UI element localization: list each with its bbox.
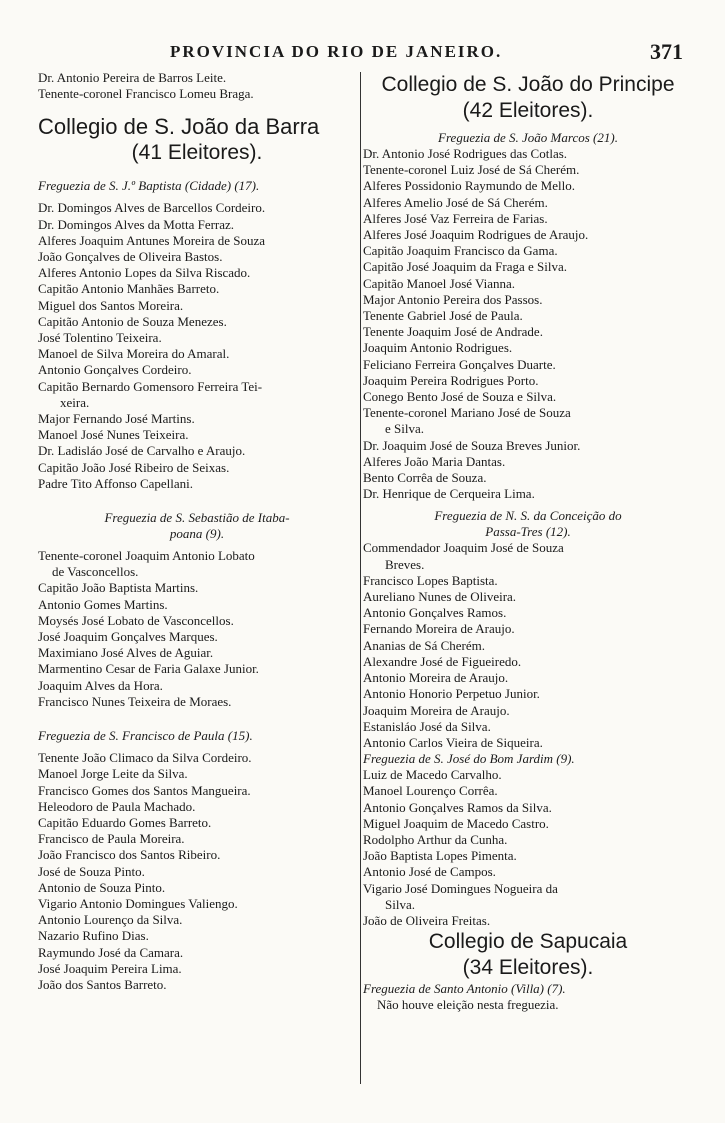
list-item: Dr. Joaquim José de Souza Breves Junior. — [363, 437, 581, 453]
elector-list — [363, 540, 693, 751]
elector-list — [38, 750, 356, 993]
parish-heading: Freguezia de S. João Marcos (21). — [438, 130, 618, 145]
list-item: José de Souza Pinto. — [38, 863, 145, 879]
list-item: João Gonçalves de Oliveira Bastos. — [38, 249, 223, 265]
list-item: Fernando Moreira de Araujo. — [363, 621, 515, 637]
list-item: Major Fernando José Martins. — [38, 411, 195, 427]
list-item: Commendador Joaquim José de Souza — [363, 540, 564, 556]
list-item: Marmentino Cesar de Faria Galaxe Junior. — [38, 661, 259, 677]
list-item: Silva. — [385, 896, 415, 912]
list-item: Dr. Domingos Alves da Motta Ferraz. — [38, 216, 235, 232]
list-item: Antonio Gonçalves Ramos da Silva. — [363, 799, 552, 815]
list-item: Major Antonio Pereira dos Passos. — [363, 291, 543, 307]
list-item: Antonio Carlos Vieira de Siqueira. — [363, 734, 543, 750]
list-item: Capitão Antonio de Souza Menezes. — [38, 313, 227, 329]
list-item: Alferes Joaquim Antunes Moreira de Souza — [38, 232, 266, 248]
list-item: e Silva. — [385, 421, 424, 437]
parish-heading: Freguezia de S. José do Bom Jardim (9). — [363, 751, 575, 767]
list-item: Alferes Amelio José de Sá Cherém. — [363, 194, 548, 210]
parish-heading: Freguezia de N. S. da Conceição do — [434, 508, 622, 524]
list-item: Tenente-coronel Mariano José de Souza — [363, 405, 571, 421]
list-item: Alferes Antonio Lopes da Silva Riscado. — [38, 265, 251, 281]
list-item: Manoel Jorge Leite da Silva. — [38, 766, 188, 782]
list-item: Nazario Rufino Dias. — [38, 928, 149, 944]
list-item: Tenente-coronel Joaquim Antonio Lobato — [38, 548, 255, 564]
list-item: Estanisláo José da Silva. — [363, 718, 491, 734]
list-item: Breves. — [385, 556, 425, 572]
list-item: Tenente-coronel Luiz José de Sá Cherém. — [363, 162, 580, 178]
list-item: Heleodoro de Paula Machado. — [38, 798, 196, 814]
list-item: Alferes José Joaquim Rodrigues de Araujo. — [363, 227, 589, 243]
list-item: Antonio de Souza Pinto. — [38, 879, 166, 895]
list-item: Padre Tito Affonso Capellani. — [38, 475, 194, 491]
list-item: Alexandre José de Figueiredo. — [363, 653, 522, 669]
text-line: Tenente-coronel Francisco Lomeu Braga. — [38, 86, 254, 102]
parish-heading: Freguezia de S. Sebastião de Itaba- — [104, 510, 290, 526]
list-item: Aureliano Nunes de Oliveira. — [363, 589, 517, 605]
page-header — [0, 39, 725, 68]
list-item: Moysés José Lobato de Vasconcellos. — [38, 612, 234, 628]
left-column — [38, 70, 356, 993]
list-item: Francisco Nunes Teixeira de Moraes. — [38, 693, 232, 709]
list-item: José Joaquim Pereira Lima. — [38, 960, 182, 976]
list-item: Joaquim Moreira de Araujo. — [363, 702, 510, 718]
list-item: Tenente João Climaco da Silva Cordeiro. — [38, 750, 252, 766]
list-item: Conego Bento José de Souza e Silva. — [363, 389, 557, 405]
list-item: José Joaquim Gonçalves Marques. — [38, 629, 218, 645]
list-item: Joaquim Alves da Hora. — [38, 677, 163, 693]
parish-heading-cont: poana (9). — [169, 526, 225, 542]
list-item: Feliciano Ferreira Gonçalves Duarte. — [363, 356, 556, 372]
list-item: Capitão João Baptista Martins. — [38, 580, 199, 596]
list-item: Não houve eleição nesta freguezia. — [377, 997, 559, 1013]
college-electors: (42 Eleitores). — [462, 99, 594, 122]
list-item: xeira. — [60, 394, 90, 410]
parish-heading: Freguezia de Santo Antonio (Villa) (7). — [363, 981, 566, 997]
list-item: Antonio José de Campos. — [363, 864, 496, 880]
list-item: Alferes Possidonio Raymundo de Mello. — [363, 178, 575, 194]
list-item: Antonio Lourenço da Silva. — [38, 912, 183, 928]
college-heading: Collegio de Sapucaia — [428, 930, 628, 954]
college-electors: (34 Eleitores). — [462, 956, 594, 980]
list-item: Francisco Lopes Baptista. — [363, 572, 498, 588]
list-item: Capitão Joaquim Francisco da Gama. — [363, 243, 558, 259]
list-item: de Vasconcellos. — [52, 564, 139, 580]
list-item: Ananias de Sá Cherém. — [363, 637, 486, 653]
list-item: Tenente Joaquim José de Andrade. — [363, 324, 543, 340]
list-item: Capitão João José Ribeiro de Seixas. — [38, 459, 230, 475]
list-item: Alferes João Maria Dantas. — [363, 453, 506, 469]
list-item: Joaquim Pereira Rodrigues Porto. — [363, 372, 539, 388]
list-item: Maximiano José Alves de Aguiar. — [38, 645, 214, 661]
list-item: Tenente Gabriel José de Paula. — [363, 308, 523, 324]
list-item: Miguel Joaquim de Macedo Castro. — [363, 815, 549, 831]
list-item: Luiz de Macedo Carvalho. — [363, 767, 502, 783]
list-item: Capitão Antonio Manhães Barreto. — [38, 281, 220, 297]
list-item: Dr. Henrique de Cerqueira Lima. — [363, 486, 535, 502]
list-item: Francisco de Paula Moreira. — [38, 831, 185, 847]
elector-list — [38, 200, 356, 492]
list-item: Dr. Ladisláo José de Carvalho e Araujo. — [38, 443, 246, 459]
list-item: João Francisco dos Santos Ribeiro. — [38, 847, 221, 863]
college-heading: Collegio de S. João da Barra — [38, 114, 320, 140]
list-item: Capitão Bernardo Gomensoro Ferreira Tei- — [38, 378, 263, 394]
parish-heading-cont: Passa-Tres (12). — [485, 524, 571, 540]
elector-list — [363, 767, 693, 929]
list-item: Vigario Antonio Domingues Valiengo. — [38, 895, 238, 911]
list-item: Antonio Moreira de Araujo. — [363, 670, 509, 686]
list-item: Dr. Antonio José Rodrigues das Cotlas. — [363, 146, 568, 161]
list-item: Alferes José Vaz Ferreira de Farias. — [363, 210, 548, 226]
parish-heading: Freguezia de S. Francisco de Paula (15). — [38, 728, 253, 744]
list-item: Francisco Gomes dos Santos Mangueira. — [38, 782, 251, 798]
list-item: Antonio Gonçalves Ramos. — [363, 605, 507, 621]
list-item: Capitão José Joaquim da Fraga e Silva. — [363, 259, 567, 275]
elector-list — [38, 548, 356, 710]
list-item: Antonio Gomes Martins. — [38, 596, 168, 612]
list-item: Rodolpho Arthur da Cunha. — [363, 831, 508, 847]
list-item: Capitão Manoel José Vianna. — [363, 275, 516, 291]
college-heading: Collegio de S. João do Principe — [381, 73, 675, 96]
elector-list — [363, 146, 693, 502]
list-item: José Tolentino Teixeira. — [38, 330, 162, 346]
list-item: João Baptista Lopes Pimenta. — [363, 848, 517, 864]
list-item: Manoel Lourenço Corrêa. — [363, 783, 498, 799]
page-number: 371 — [650, 39, 683, 64]
list-item: Manoel de Silva Moreira do Amaral. — [38, 346, 230, 362]
list-item: João dos Santos Barreto. — [38, 976, 167, 992]
list-item: Antonio Gonçalves Cordeiro. — [38, 362, 192, 378]
right-column — [360, 72, 693, 1084]
page-title: PROVINCIA DO RIO DE JANEIRO. — [170, 42, 503, 61]
list-item: Miguel dos Santos Moreira. — [38, 297, 184, 313]
list-item: Joaquim Antonio Rodrigues. — [363, 340, 513, 356]
college-electors: (41 Eleitores). — [131, 141, 263, 165]
text-line: Dr. Antonio Pereira de Barros Leite. — [38, 70, 227, 85]
list-item: Antonio Honorio Perpetuo Junior. — [363, 686, 540, 702]
list-item: Bento Corrêa de Souza. — [363, 470, 487, 486]
list-item: Vigario José Domingues Nogueira da — [363, 880, 558, 896]
list-item: Raymundo José da Camara. — [38, 944, 184, 960]
list-item: Dr. Domingos Alves de Barcellos Cordeiro. — [38, 200, 266, 216]
list-item: Manoel José Nunes Teixeira. — [38, 427, 189, 443]
parish-heading: Freguezia de S. J.º Baptista (Cidade) (17). — [38, 178, 260, 194]
list-item: Capitão Eduardo Gomes Barreto. — [38, 814, 212, 830]
list-item: João de Oliveira Freitas. — [363, 912, 491, 928]
